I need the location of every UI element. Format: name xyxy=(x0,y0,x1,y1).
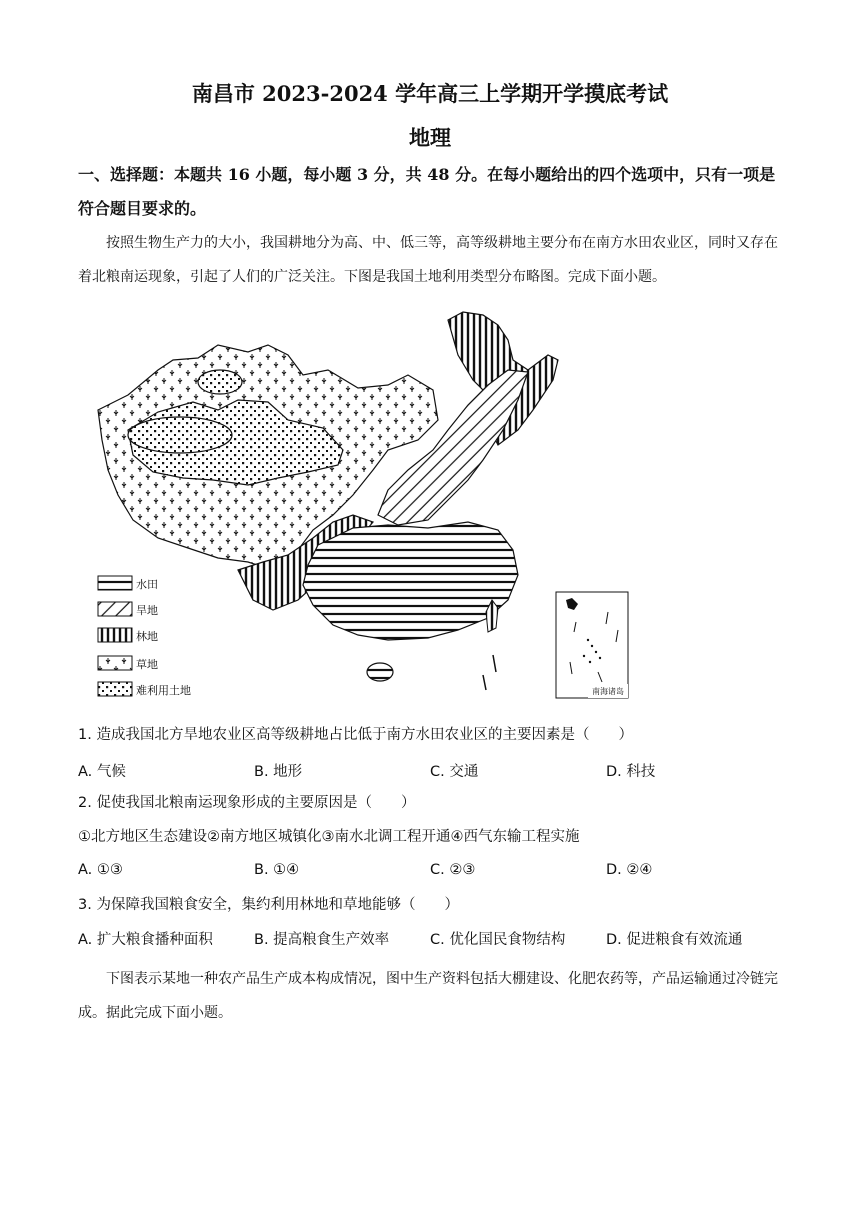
option-b[interactable]: B. 地形 xyxy=(254,764,303,780)
question-1-stem: 1. 造成我国北方旱地农业区高等级耕地占比低于南方水田农业区的主要因素是（ ） xyxy=(78,727,633,743)
option-a[interactable]: A. ①③ xyxy=(78,862,123,878)
hainan-island xyxy=(367,663,393,681)
question-2-options xyxy=(78,862,790,884)
legend-label: 林地 xyxy=(136,630,158,643)
question-3-stem: 3. 为保障我国粮食安全，集约利用林地和草地能够（ ） xyxy=(78,897,459,913)
option-a[interactable]: A. 气候 xyxy=(78,764,126,780)
intro-paragraph-1: 按照生物生产力的大小，我国耕地分为高、中、低三等，高等级耕地主要分布在南方水田农业区，同时又存在着北粮南运现象，引起了人们的广泛关注。下图是我国土地利用类型分布略图。完成下面小题。 xyxy=(78,235,778,285)
legend-label: 旱地 xyxy=(136,604,158,617)
legend-label: 草地 xyxy=(136,658,158,671)
subject-title: 地理 xyxy=(409,125,451,150)
intro-paragraph-2: 下图表示某地一种农产品生产成本构成情况，图中生产资料包括大棚建设、化肥农药等，产品运输通过冷链完成。据此完成下面小题。 xyxy=(78,971,778,1021)
legend-label: 难利用土地 xyxy=(136,684,191,697)
option-d[interactable]: D. 促进粮食有效流通 xyxy=(606,932,743,948)
inset-label: 南海诸岛 xyxy=(592,687,624,696)
option-c[interactable]: C. ②③ xyxy=(430,862,476,878)
land-use-map xyxy=(88,300,648,700)
question-2-stem: 2. 促使我国北粮南运现象形成的主要原因是（ ） xyxy=(78,795,416,811)
option-d[interactable]: D. ②④ xyxy=(606,862,653,878)
section-heading: 一、选择题：本题共 16 小题，每小题 3 分，共 48 分。在每小题给出的四个选项中，只有一项是符合题目要求的。 xyxy=(78,165,776,218)
northern-basin xyxy=(198,370,242,394)
paddy-region xyxy=(303,522,518,640)
question-2-statements: ①北方地区生态建设②南方地区城镇化③南水北调工程开通④西气东输工程实施 xyxy=(78,829,580,845)
question-1-options xyxy=(78,760,790,782)
exam-title: 南昌市 2023-2024 学年高三上学期开学摸底考试 xyxy=(191,81,669,106)
option-c[interactable]: C. 优化国民食物结构 xyxy=(430,932,566,948)
option-b[interactable]: B. 提高粮食生产效率 xyxy=(254,932,390,948)
legend-label: 水田 xyxy=(136,578,158,591)
desert-basin xyxy=(128,417,232,453)
question-3-options xyxy=(78,928,790,950)
option-b[interactable]: B. ①④ xyxy=(254,862,300,878)
option-c[interactable]: C. 交通 xyxy=(430,764,479,780)
option-a[interactable]: A. 扩大粮食播种面积 xyxy=(78,932,213,948)
option-d[interactable]: D. 科技 xyxy=(606,764,656,780)
map-legend xyxy=(98,576,191,697)
